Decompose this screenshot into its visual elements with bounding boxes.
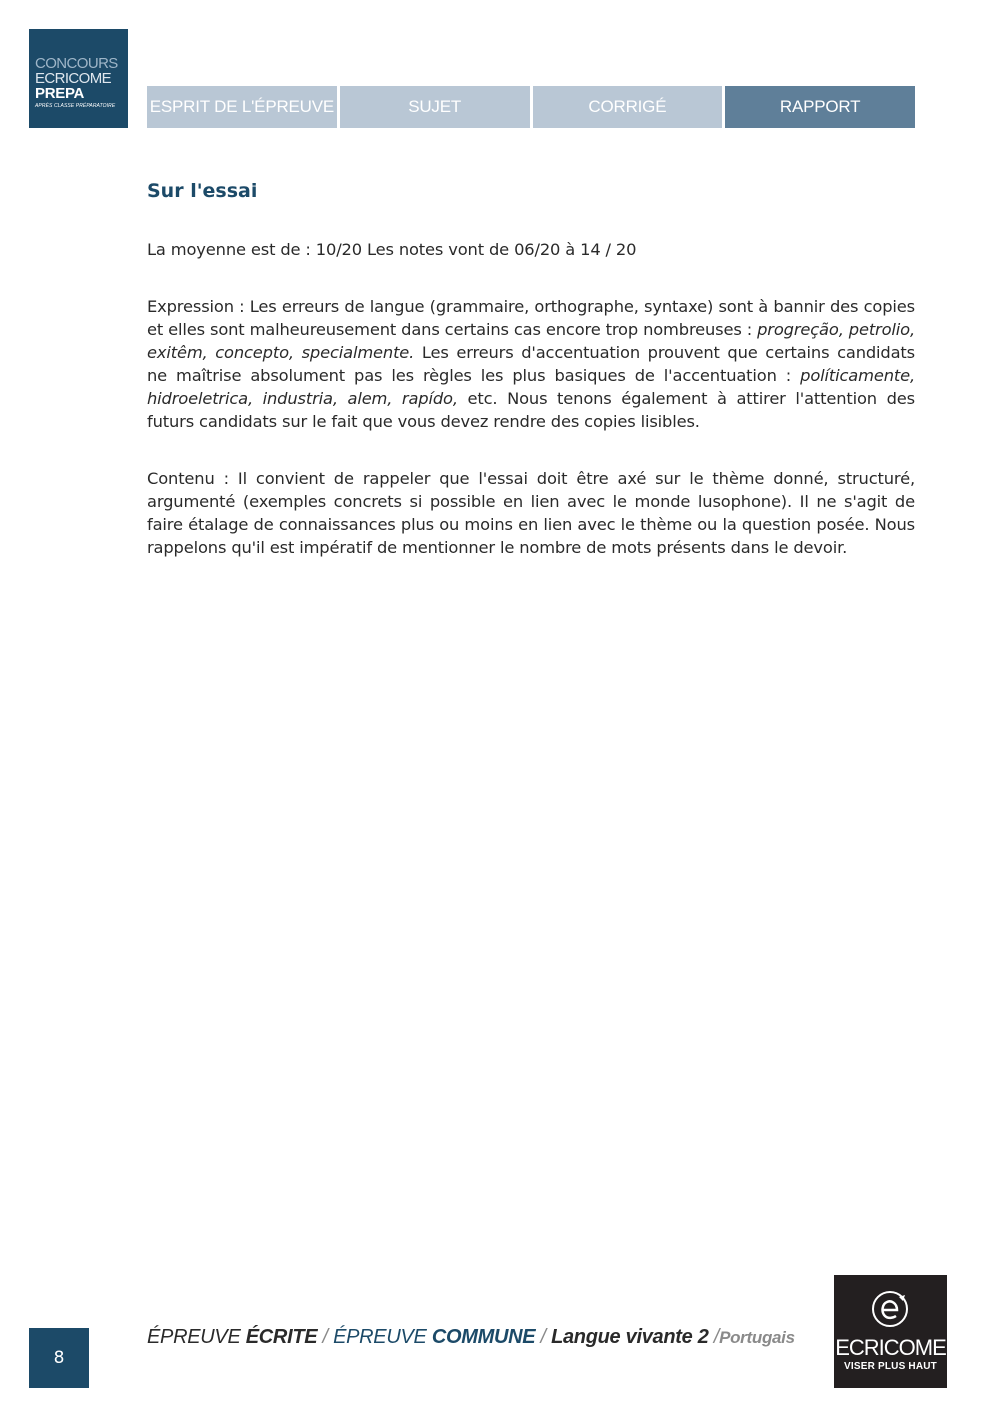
- ecricome-logo: [834, 1275, 947, 1388]
- expression-text-1: Expression : Les erreurs de langue (grammaire, orthographe, syntaxe) sont à bannir des copies et elles sont malheureusement dans certains cas encore trop nombreuses :: [147, 297, 915, 339]
- logo-line-prepa: PREPA: [35, 85, 85, 102]
- footer-sep-2: /: [535, 1326, 552, 1348]
- footer-langue: Langue vivante 2: [551, 1326, 709, 1348]
- logo-line-ecricome: ECRICOME: [35, 70, 112, 87]
- main-content: [147, 180, 915, 593]
- expression-paragraph: [147, 295, 915, 433]
- tab-esprit[interactable]: ESPRIT DE L'ÉPREUVE: [147, 86, 337, 128]
- page-number: 8: [29, 1328, 89, 1388]
- tab-rapport[interactable]: RAPPORT: [725, 86, 915, 128]
- content-paragraph: Contenu : Il convient de rappeler que l'essai doit être axé sur le thème donné, structuré, argumenté (exemples concrets si possible en lien avec le monde lusophone). Il ne s'agit de faire étalage de connaissances plus ou moins en lien avec le thème ou la question posée. Nous rappelons qu'il est impératif de mentionner le nombre de mots présents dans le devoir.: [147, 469, 915, 557]
- logo-line-concours: CONCOURS: [35, 55, 118, 72]
- average-paragraph: La moyenne est de : 10/20 Les notes vont de 06/20 à 14 / 20: [147, 240, 637, 259]
- footer-breadcrumb: [147, 1326, 795, 1349]
- footer-subject: Portugais: [719, 1328, 795, 1347]
- footer-sep-3: /: [708, 1326, 720, 1348]
- section-tabs: [147, 86, 915, 128]
- expression-text-2: Les erreurs d'accentuation prouvent que certains candidats ne maîtrise absolument pas les règles les plus basiques de l'accentuation :: [147, 343, 915, 385]
- tab-sujet[interactable]: SUJET: [340, 86, 530, 128]
- tab-corrige[interactable]: CORRIGÉ: [533, 86, 723, 128]
- expression-examples-1: progreção, petrolio, exitêm, concepto, specialmente.: [147, 320, 915, 362]
- ecricome-name: ECRICOME: [835, 1335, 946, 1360]
- footer-sep-1: /: [317, 1326, 334, 1348]
- expression-text-3: etc. Nous tenons également à attirer l'attention des futurs candidats sur le fait que vous devez rendre des copies lisibles.: [147, 389, 915, 431]
- ecricome-e-icon: [870, 1289, 910, 1329]
- section-title: Sur l'essai: [147, 180, 258, 202]
- footer-epreuve-2: ÉPREUVE: [333, 1326, 432, 1348]
- footer-commune: COMMUNE: [431, 1326, 536, 1348]
- footer-ecrite: ÉCRITE: [245, 1326, 318, 1348]
- expression-examples-2: políticamente, hidroeletrica, industria, alem, rapído,: [147, 366, 915, 408]
- footer-epreuve: ÉPREUVE: [147, 1326, 246, 1348]
- logo-line-apres: APRÈS CLASSE PRÉPARATOIRE: [35, 103, 116, 109]
- concours-logo: [29, 29, 128, 128]
- ecricome-tagline: VISER PLUS HAUT: [843, 1361, 937, 1372]
